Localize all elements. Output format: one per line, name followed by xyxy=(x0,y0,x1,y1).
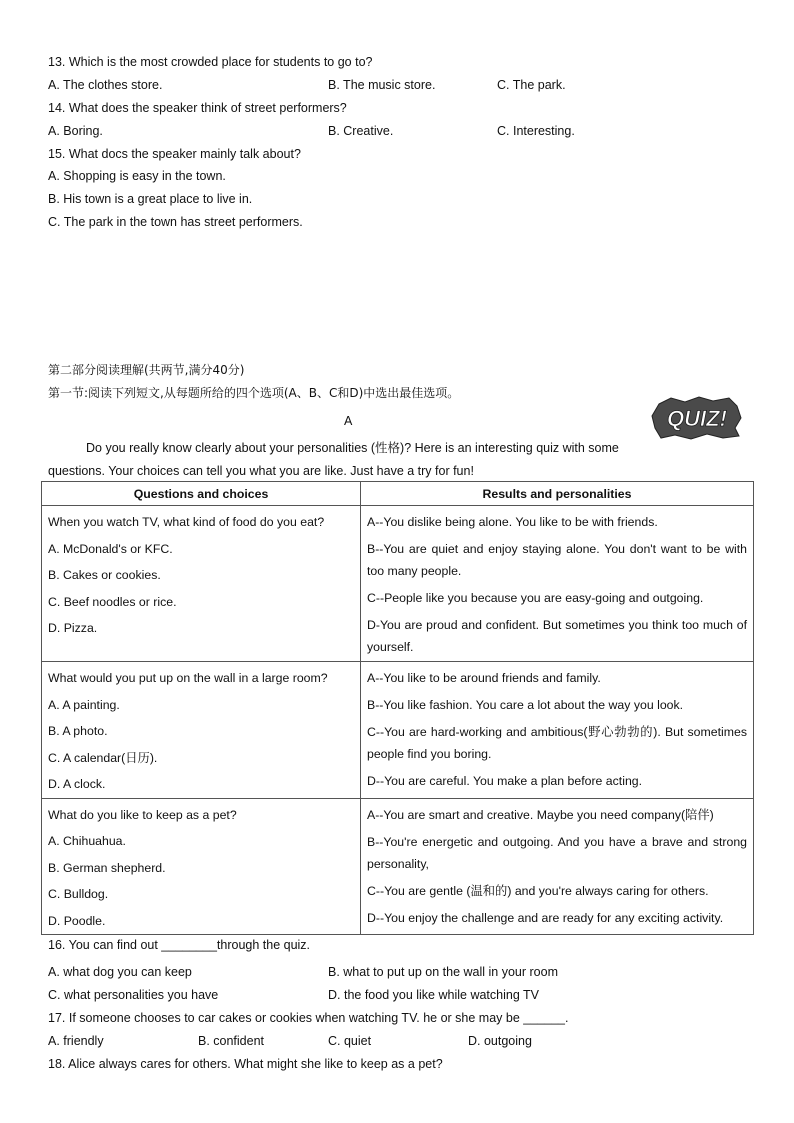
quiz-result: A--You dislike being alone. You like to be with friends. xyxy=(367,515,658,529)
question-17-stem: 17. If someone chooses to car cakes or cookies when watching TV. he or she may be ______. xyxy=(48,1011,569,1025)
passage-intro-line-2: questions. Your choices can tell you what you are like. Just have a try for fun! xyxy=(48,464,474,478)
quiz-choice: D. A clock. xyxy=(48,777,106,791)
quiz-choice: D. Poodle. xyxy=(48,913,106,928)
question-17-option-a[interactable]: A. friendly xyxy=(48,1034,104,1048)
question-13-option-b[interactable]: B. The music store. xyxy=(328,78,436,92)
quiz-choice: A. Chihuahua. xyxy=(48,834,126,848)
question-14-stem: 14. What does the speaker think of street performers? xyxy=(48,101,347,115)
result-cell xyxy=(361,798,754,935)
question-17-option-b[interactable]: B. confident xyxy=(198,1034,265,1048)
quiz-question: What do you like to keep as a pet? xyxy=(48,807,237,822)
question-16-option-b[interactable]: B. what to put up on the wall in your room xyxy=(328,965,558,979)
question-15-stem: 15. What docs the speaker mainly talk about? xyxy=(48,147,301,161)
quiz-result: B--You are quiet and enjoy staying alone. You don't want to be with too many people. xyxy=(367,542,747,578)
question-13-stem: 13. Which is the most crowded place for students to go to? xyxy=(48,55,373,69)
question-15-option-a[interactable]: A. Shopping is easy in the town. xyxy=(48,169,226,183)
quiz-result: D--You enjoy the challenge and are ready for any exciting activity. xyxy=(367,910,724,925)
quiz-choice: B. Cakes or cookies. xyxy=(48,568,161,582)
question-17-option-c[interactable]: C. quiet xyxy=(328,1034,372,1048)
table-header-results: Results and personalities xyxy=(361,482,754,506)
quiz-table xyxy=(41,481,754,935)
quiz-choice: A. A painting. xyxy=(48,697,120,712)
quiz-choice: C. A calendar(日历). xyxy=(48,750,158,765)
quiz-result: B--You like fashion. You care a lot about the way you look. xyxy=(367,698,684,712)
table-row xyxy=(42,798,754,935)
question-13-option-a[interactable]: A. The clothes store. xyxy=(48,78,163,92)
table-row xyxy=(42,662,754,799)
quiz-badge-text: QUIZ! xyxy=(667,406,727,431)
question-18-stem: 18. Alice always cares for others. What might she like to keep as a pet? xyxy=(48,1057,443,1071)
result-cell xyxy=(361,506,754,662)
question-17-option-d[interactable]: D. outgoing xyxy=(468,1034,532,1048)
passage-intro-line-1: Do you really know clearly about your personalities (性格)? Here is an interesting quiz with some xyxy=(86,441,619,455)
quiz-choice: B. German shepherd. xyxy=(48,860,166,875)
quiz-result: C--You are gentle (温和的) and you're always caring for others. xyxy=(367,883,709,898)
question-14-option-b[interactable]: B. Creative. xyxy=(328,124,394,138)
quiz-question: When you watch TV, what kind of food do you eat? xyxy=(48,515,325,529)
quiz-choice: A. McDonald's or KFC. xyxy=(48,541,173,556)
quiz-result: C--You are hard-working and ambitious(野心勃勃的). But sometimes people find you boring. xyxy=(367,725,747,761)
question-16-option-d[interactable]: D. the food you like while watching TV xyxy=(328,988,539,1002)
question-16-option-c[interactable]: C. what personalities you have xyxy=(48,988,219,1002)
quiz-result: A--You like to be around friends and family. xyxy=(367,671,601,685)
question-16-option-a[interactable]: A. what dog you can keep xyxy=(48,965,192,979)
quiz-result: A--You are smart and creative. Maybe you need company(陪伴) xyxy=(367,807,714,822)
quiz-question: What would you put up on the wall in a large room? xyxy=(48,671,328,685)
quiz-result: B--You're energetic and outgoing. And you have a brave and strong personality, xyxy=(367,834,747,871)
quiz-choice: B. A photo. xyxy=(48,724,108,738)
question-13-option-c[interactable]: C. The park. xyxy=(497,78,566,92)
table-row xyxy=(42,506,754,662)
part2-heading: 第二部分阅读理解(共两节,满分40分) xyxy=(48,363,245,377)
quiz-choice: C. Bulldog. xyxy=(48,887,109,901)
result-cell xyxy=(361,662,754,799)
table-header-questions: Questions and choices xyxy=(42,482,361,506)
section1-instructions: 第一节:阅读下列短文,从每题所给的四个选项(A、B、C和D)中选出最佳选项。 xyxy=(48,386,460,400)
quiz-badge-icon xyxy=(651,396,743,440)
passage-label: A xyxy=(344,414,353,428)
question-cell xyxy=(42,662,361,799)
question-15-option-b[interactable]: B. His town is a great place to live in. xyxy=(48,192,253,206)
question-15-option-c[interactable]: C. The park in the town has street performers. xyxy=(48,215,303,229)
question-14-option-c[interactable]: C. Interesting. xyxy=(497,124,575,138)
quiz-choice: C. Beef noodles or rice. xyxy=(48,594,177,609)
table-header-row xyxy=(42,482,754,506)
question-14-option-a[interactable]: A. Boring. xyxy=(48,124,103,138)
question-cell xyxy=(42,798,361,935)
quiz-result: C--People like you because you are easy-going and outgoing. xyxy=(367,591,704,605)
quiz-choice: D. Pizza. xyxy=(48,621,98,635)
question-cell xyxy=(42,506,361,662)
quiz-result: D--You are careful. You make a plan before acting. xyxy=(367,774,643,788)
quiz-result: D-You are proud and confident. But sometimes you think too much of yourself. xyxy=(367,618,747,654)
question-16-stem: 16. You can find out ________through the quiz. xyxy=(48,938,311,952)
